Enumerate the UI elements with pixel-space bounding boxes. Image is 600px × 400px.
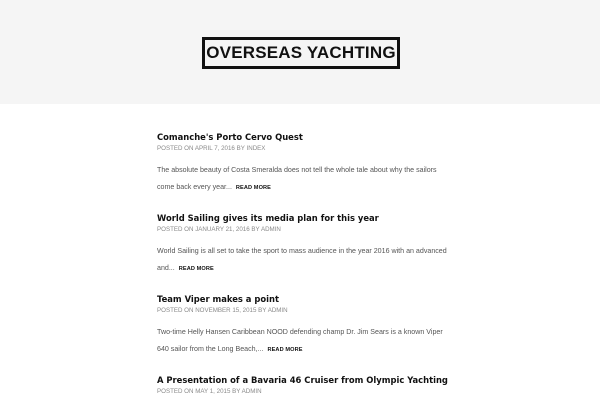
post-author-link[interactable]: ADMIN bbox=[241, 388, 262, 395]
site-header bbox=[0, 0, 600, 104]
post-author-link[interactable]: ADMIN bbox=[267, 307, 288, 314]
post-title-link[interactable]: A Presentation of a Bavaria 46 Cruiser from Olympic Yachting bbox=[157, 375, 448, 385]
post-excerpt bbox=[157, 162, 447, 196]
post-item bbox=[157, 131, 447, 196]
post-date-link[interactable]: NOVEMBER 15, 2015 bbox=[195, 307, 257, 314]
site-title: OVERSEAS YACHTING bbox=[206, 43, 396, 62]
post-item bbox=[157, 212, 447, 277]
post-meta-by: BY bbox=[236, 145, 245, 152]
post-title-link[interactable]: Comanche's Porto Cervo Quest bbox=[157, 132, 303, 142]
post-author-link[interactable]: INDEX bbox=[246, 145, 266, 152]
post-item bbox=[157, 374, 447, 397]
post-date-link[interactable]: MAY 1, 2015 bbox=[195, 388, 231, 395]
post-title-link[interactable]: World Sailing gives its media plan for this year bbox=[157, 213, 379, 223]
site-logo[interactable] bbox=[202, 37, 400, 69]
post-date-link[interactable]: APRIL 7, 2016 bbox=[194, 145, 235, 152]
post-item bbox=[157, 293, 447, 358]
post-meta-prefix: POSTED ON bbox=[157, 388, 194, 395]
post-excerpt-text: The absolute beauty of Costa Smeralda does not tell the whole tale about why the sailors come back every year... bbox=[157, 166, 437, 191]
read-more-link[interactable]: READ MORE bbox=[235, 184, 271, 191]
post-meta-prefix: POSTED ON bbox=[157, 307, 194, 314]
post-author-link[interactable]: ADMIN bbox=[260, 226, 281, 233]
read-more-link[interactable]: READ MORE bbox=[267, 346, 303, 353]
post-meta-by: BY bbox=[258, 307, 267, 314]
post-date-link[interactable]: JANUARY 21, 2016 bbox=[195, 226, 250, 233]
post-meta bbox=[157, 387, 447, 397]
post-excerpt-text: World Sailing is all set to take the sport to mass audience in the year 2016 with an advanced and... bbox=[157, 247, 447, 272]
post-meta bbox=[157, 306, 447, 316]
read-more-link[interactable]: READ MORE bbox=[178, 265, 214, 272]
post-excerpt bbox=[157, 324, 447, 358]
post-title-link[interactable]: Team Viper makes a point bbox=[157, 294, 279, 304]
post-meta-by: BY bbox=[251, 226, 260, 233]
post-excerpt-text: Two-time Helly Hansen Caribbean NOOD defending champ Dr. Jim Sears is a known Viper 640 sailor from the Long Beach,... bbox=[157, 328, 443, 353]
post-meta-by: BY bbox=[232, 388, 241, 395]
post-excerpt bbox=[157, 243, 447, 277]
post-meta bbox=[157, 225, 447, 235]
post-meta-prefix: POSTED ON bbox=[157, 226, 194, 233]
post-meta-prefix: POSTED ON bbox=[157, 145, 194, 152]
post-meta bbox=[157, 144, 447, 154]
